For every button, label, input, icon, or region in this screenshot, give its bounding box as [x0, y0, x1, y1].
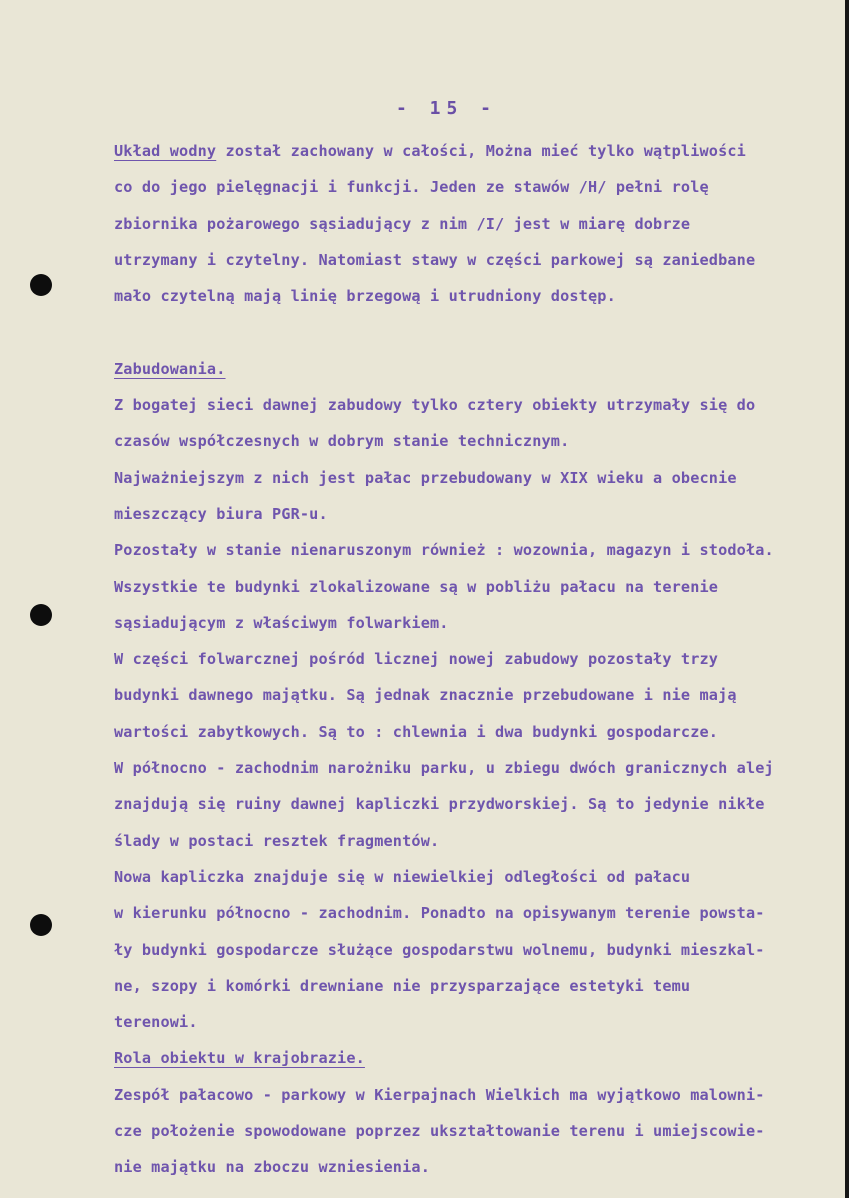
water-line: mało czytelną mają linię brzegową i utrudniony dostęp. — [114, 287, 616, 306]
buildings-line: w kierunku północno - zachodnim. Ponadto na opisywanym terenie powsta- — [114, 904, 765, 923]
buildings-heading: Zabudowania. — [114, 359, 226, 378]
buildings-line: Nowa kapliczka znajduje się w niewielkiej odległości od pałacu — [114, 867, 691, 886]
buildings-line: W północno - zachodnim narożniku parku, u zbiegu dwóch granicznych alej — [114, 759, 774, 778]
water-line: utrzymany i czytelny. Natomiast stawy w części parkowej są zaniedbane — [114, 250, 756, 269]
punch-hole-middle — [30, 604, 52, 626]
landscape-line: nie majątku na zboczu wzniesienia. — [114, 1158, 430, 1177]
punch-hole-top — [30, 274, 52, 296]
landscape-heading: Rola obiektu w krajobrazie. — [114, 1049, 365, 1068]
buildings-line: mieszczący biura PGR-u. — [114, 504, 328, 523]
water-heading: Układ wodny — [114, 142, 217, 160]
buildings-line: Wszystkie te budynki zlokalizowane są w pobliżu pałacu na terenie — [114, 577, 719, 596]
landscape-line: Zespół pałacowo - parkowy w Kierpajnach Wielkich ma wyjątkowo malowni- — [114, 1085, 765, 1104]
buildings-line: czasów współczesnych w dobrym stanie technicznym. — [114, 432, 570, 451]
buildings-line: terenowi. — [114, 1013, 198, 1032]
punch-hole-bottom — [30, 914, 52, 936]
buildings-line: ne, szopy i komórki drewniane nie przysparzające estetyki temu — [114, 976, 691, 995]
document-body — [114, 133, 844, 1186]
page-number: - 15 - — [396, 98, 498, 119]
buildings-line: Najważniejszym z nich jest pałac przebudowany w XIX wieku a obecnie — [114, 468, 737, 487]
water-first-line — [114, 133, 844, 169]
buildings-line: znajdują się ruiny dawnej kapliczki przydworskiej. Są to jedynie nikłe — [114, 795, 765, 814]
paragraph-gap — [114, 314, 844, 350]
buildings-line: sąsiadującym z właściwym folwarkiem. — [114, 613, 449, 632]
water-line: co do jego pielęgnacji i funkcji. Jeden ze stawów /H/ pełni rolę — [114, 178, 709, 197]
water-line: zbiornika pożarowego sąsiadujący z nim /I/ jest w miarę dobrze — [114, 214, 691, 233]
buildings-line: Z bogatej sieci dawnej zabudowy tylko cztery obiekty utrzymały się do — [114, 396, 756, 415]
buildings-line: W części folwarcznej pośród licznej nowej zabudowy pozostały trzy — [114, 650, 719, 669]
landscape-line: cze położenie spowodowane poprzez ukształtowanie terenu i umiejscowie- — [114, 1122, 765, 1141]
buildings-line: Pozostały w stanie nienaruszonym również : wozownia, magazyn i stodoła. — [114, 541, 774, 560]
buildings-line: ły budynki gospodarcze służące gospodarstwu wolnemu, budynki mieszkal- — [114, 940, 765, 959]
water-first-line-text: został zachowany w całości, Można mieć tylko wątpliwości — [216, 142, 746, 160]
buildings-line: wartości zabytkowych. Są to : chlewnia i dwa budynki gospodarcze. — [114, 722, 719, 741]
buildings-line: ślady w postaci resztek fragmentów. — [114, 831, 440, 850]
buildings-line: budynki dawnego majątku. Są jednak znacznie przebudowane i nie mają — [114, 686, 737, 705]
